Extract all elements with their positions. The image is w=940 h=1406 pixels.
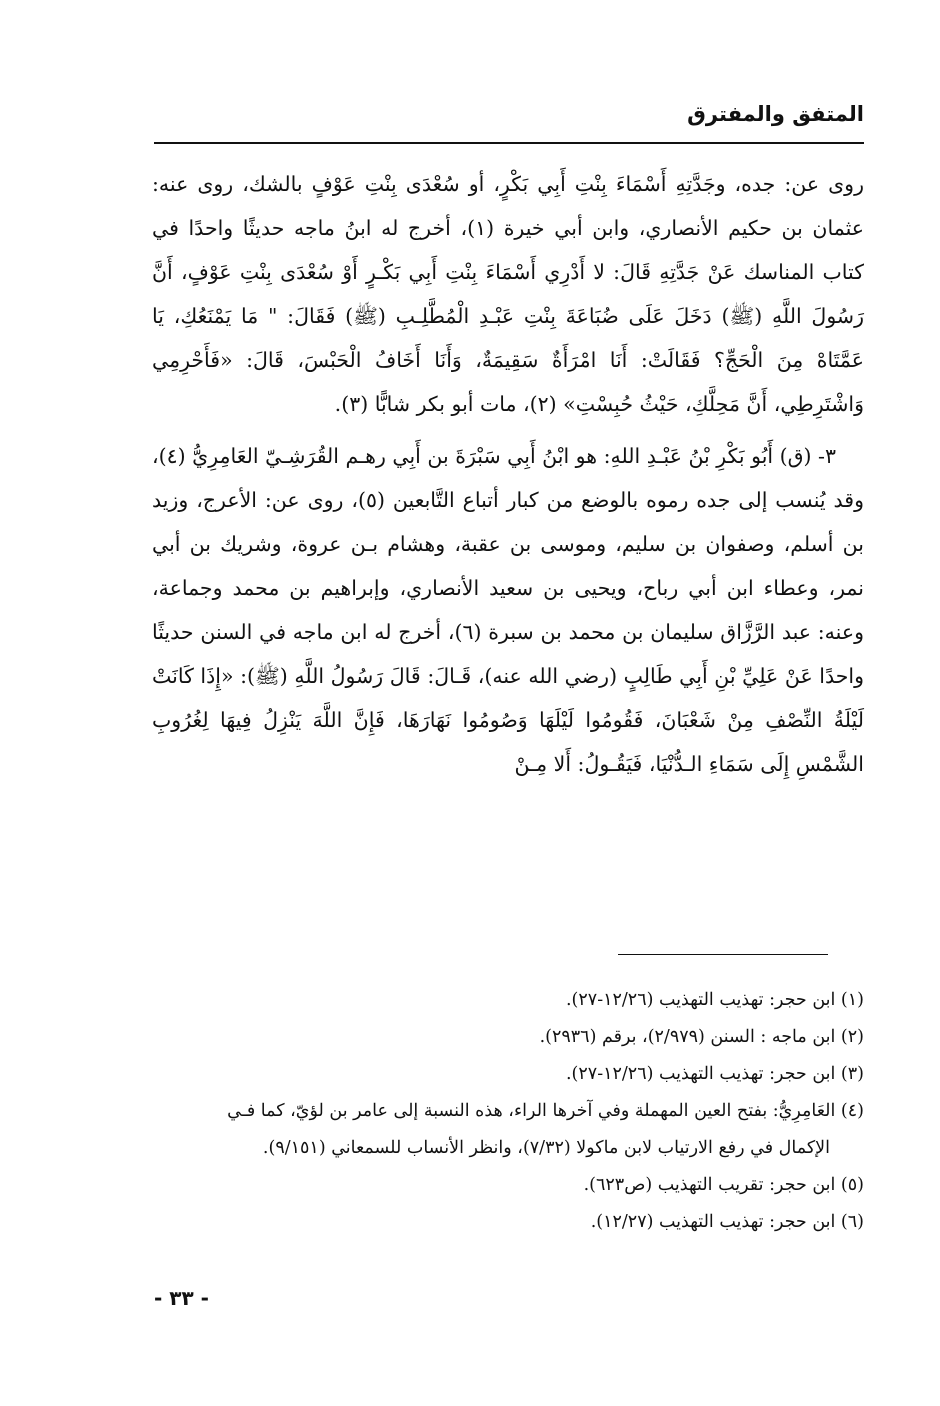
footnote-item: (٦) ابن حجر: تهذيب التهذيب (١٢/٢٧). <box>590 1212 864 1232</box>
footnote-item: (٣) ابن حجر: تهذيب التهذيب (١٢/٢٦-٢٧). <box>565 1064 864 1084</box>
text-line: العَامِرِيُّ (٤)، وقد يُنسب إلى جده رموه بالوضع من كبار أتباع التَّابعين (٥)، روى <box>152 444 864 512</box>
text-line: ٣- (ق) أَبُو بَكْرِ بْنُ عَبْـدِ اللهِ: هو ابْنُ أَبِي سَبْرَةَ بن أَبِي رهـم القُرَشِـيّ <box>265 444 836 468</box>
footnote-item: (٢) ابن ماجه : السنن (٢/٩٧٩)، برقم (٢٩٣٦). <box>539 1027 864 1047</box>
footnote-separator <box>618 954 828 955</box>
running-header <box>154 98 864 144</box>
text-line: سُعْدَى بِنْتِ عَوْفٍ، أَنَّ رَسُولَ اللَّهِ (ﷺ) دَخَلَ عَلَى ضُبَاعَةَ بِنْتِ عَبْـدِ الْمُطَّلِـبِ <box>152 260 864 328</box>
footnote-item: (١) ابن حجر: تهذيب التهذيب (١٢/٢٦-٢٧). <box>565 990 864 1010</box>
text-line: روى عنه: عثمان بن حكيم الأنصاري، وابن أبي خيرة (١)، أخرج له ابنُ ماجه <box>152 172 864 240</box>
text-line: (ﷺ) فَقَالَ: " مَا يَمْنَعُكِ، يَا عَمَّتَاهْ مِنَ الْحَجِّ؟ فَقَالَتْ: أَنَا امْرَأَةٌ سَقِيمَةٌ، وَأَنَا أَخَافُ <box>152 304 864 372</box>
main-text <box>152 162 864 786</box>
header-title: المتفق والمفترق <box>687 102 864 126</box>
footnote-item-continuation: الإكمال في رفع الارتياب لابن ماكولا (٧/٣٢)، وانظر الأنساب للسمعاني (٩/١٥١). <box>262 1138 830 1158</box>
page-number: - ٣٣ - <box>154 1286 209 1310</box>
text-line: وإبراهيم بن محمد وجماعة، وعنه: عبد الرَّزَّاق سليمان بن محمد بن سبرة (٦)، <box>152 576 864 644</box>
text-line: عن: الأعرج، وزيد بن أسلم، وصفوان بن سليم، وموسى بن عقبة، وهشام بـن <box>152 488 864 556</box>
text-line: روى عن: جده، وجَدَّتِهِ أَسْمَاءَ بِنْتِ أَبِي بَكْرٍ، أو سُعْدَى بِنْتِ عَوْفٍ بالشك، <box>242 172 864 196</box>
text-line: عروة، وشريك بن أبي نمر، وعطاء ابن أبي رباح، ويحيى بن سعيد الأنصاري، <box>152 532 864 600</box>
footnote-item: (٤) العَامِرِيُّ: بفتح العين المهملة وفي آخرها الراء، هذه النسبة إلى عامر بن لؤيّ، كما فـي <box>227 1101 864 1121</box>
text-line: نَهَارَهَا، فَإِنَّ اللَّهَ يَنْزِلُ فِيهَا لِغُرُوبِ الشَّمْسِ إِلَى سَمَاءِ الـدُّنْيَا، فَيَقُـولُ: أَلا مِـنْ <box>152 708 864 776</box>
footnotes <box>152 982 864 1241</box>
text-line: أخرج له ابن ماجه في السنن حديثًا واحدًا عَنْ عَلِيِّ بْنِ أَبِي طَالِبٍ (رضي الله عنه)، قَـالَ: <box>152 620 864 688</box>
text-line: الْحَبْسَ، قَالَ: «فَأَحْرِمِي وَاشْتَرِطِي، أَنَّ مَحِلَّكِ، حَيْثُ حُبِسْتِ» (٢)، مات أبو بكر <box>152 348 864 416</box>
text-line: حديثًا واحدًا في كتاب المناسك عَنْ جَدَّتِهِ قَالَ: لا أَدْرِي أَسْمَاءَ بِنْتِ أَبِي بَكْـرٍ أَوْ <box>152 216 864 284</box>
entry-paragraph-3 <box>152 434 864 786</box>
text-line: قَالَ رَسُولُ اللَّهِ (ﷺ): «إِذَا كَانَتْ لَيْلَةُ النِّصْفِ مِنْ شَعْبَانَ، فَقُومُوا لَيْلَهَا وَصُومُوا <box>152 664 864 732</box>
footnote-item: (٥) ابن حجر: تقريب التهذيب (ص٦٢٣). <box>583 1175 864 1195</box>
text-line: شابًّا (٣). <box>334 392 411 416</box>
entry-paragraph-continuation <box>152 162 864 426</box>
header-rule <box>154 142 864 144</box>
